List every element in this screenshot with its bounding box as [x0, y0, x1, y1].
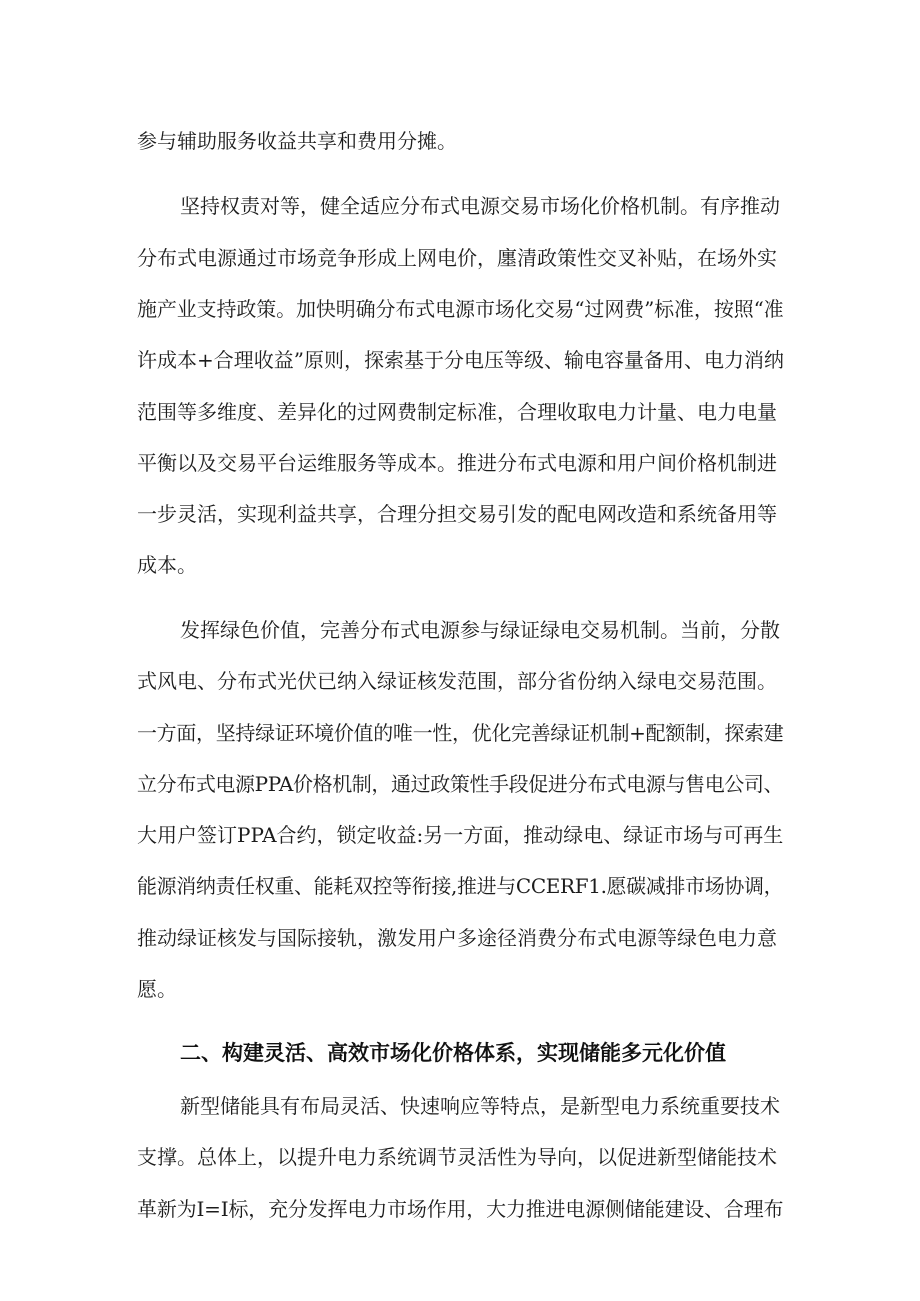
paragraph-line: 施产业支持政策。加快明确分布式电源市场化交易“过网费”标准，按照“准 — [137, 297, 784, 321]
paragraph-line: 成本。 — [137, 553, 197, 577]
paragraph-line: 立分布式电源PPA价格机制，通过政策性手段促进分布式电源与售电公司、 — [137, 772, 784, 796]
paragraph-line: 革新为I=I标，充分发挥电力市场作用，大力推进电源侧储能建设、合理布 — [137, 1197, 784, 1221]
paragraph-line: 推动绿证核发与国际接轨，激发用户多途径消费分布式电源等绿色电力意 — [137, 926, 777, 950]
paragraph-line: 能源消纳责任权重、能耗双控等衔接,推进与CCERF1.愿碳减排市场协调， — [137, 874, 784, 898]
paragraph-line: 平衡以及交易平台运维服务等成本。推进分布式电源和用户间价格机制进 — [137, 451, 777, 475]
paragraph-line: 发挥绿色价值，完善分布式电源参与绿证绿电交易机制。当前，分散 — [180, 618, 780, 642]
paragraph-line: 一方面，坚持绿证环境价值的唯一性，优化完善绿证机制+配额制，探索建 — [137, 721, 784, 745]
paragraph-line: 大用户签订PPA合约，锁定收益:另一方面，推动绿电、绿证市场与可再生 — [137, 823, 784, 847]
paragraph-line: 坚持权责对等，健全适应分布式电源交易市场化价格机制。有序推动 — [180, 194, 780, 218]
paragraph-line: 愿。 — [137, 977, 177, 1001]
paragraph-line: 许成本+合理收益”原则，探索基于分电压等级、输电容量备用、电力消纳 — [137, 348, 784, 372]
paragraph-line: 式风电、分布式光伏已纳入绿证核发范围，部分省份纳入绿电交易范围。 — [137, 669, 777, 693]
paragraph-line: 新型储能具有布局灵活、快速响应等特点，是新型电力系统重要技术 — [180, 1094, 780, 1118]
paragraph-line: 分布式电源通过市场竞争形成上网电价，廛清政策性交叉补贴，在场外实 — [137, 246, 777, 270]
paragraph-line: 参与辅助服务收益共享和费用分摊。 — [137, 129, 457, 153]
paragraph-line: 一步灵活，实现利益共享，合理分担交易引发的配电网改造和系统备用等 — [137, 502, 777, 526]
paragraph-line: 支撑。总体上，以提升电力系统调节灵活性为导向，以促进新型储能技术 — [137, 1145, 777, 1169]
section-heading: 二、构建灵活、高效市场化价格体系，实现储能多元化价值 — [180, 1041, 726, 1065]
paragraph-line: 范围等多维度、差异化的过网费制定标准，合理收取电力计量、电力电量 — [137, 400, 777, 424]
